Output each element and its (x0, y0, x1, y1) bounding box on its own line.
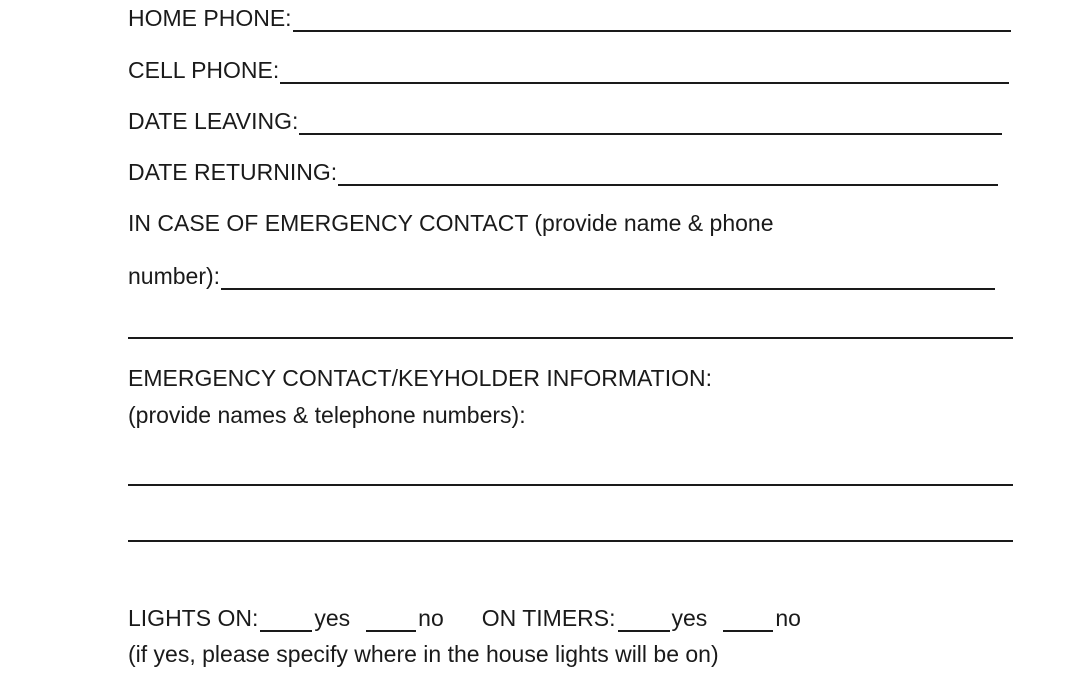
emergency-contact-label: IN CASE OF EMERGENCY CONTACT (provide name & phone (128, 210, 774, 236)
on-timers-label: ON TIMERS: (481, 605, 616, 631)
date-returning-label: DATE RETURNING: (128, 159, 338, 185)
keyholder-field-1[interactable] (128, 484, 1013, 486)
on-timers-no-label: no (775, 605, 801, 631)
keyholder-subheading: (provide names & telephone numbers): (128, 402, 526, 428)
keyholder-subheading-row (128, 401, 526, 429)
lights-on-yes-label: yes (314, 605, 351, 631)
lights-on-yes-blank[interactable] (260, 608, 312, 632)
home-phone-field[interactable] (293, 8, 1011, 32)
date-leaving-row (128, 107, 1002, 135)
emergency-contact-row-2 (128, 262, 995, 290)
lights-on-no-label: no (418, 605, 444, 631)
cell-phone-row (128, 56, 1009, 84)
on-timers-yes-label: yes (671, 605, 708, 631)
keyholder-heading-row (128, 364, 712, 392)
keyholder-heading: EMERGENCY CONTACT/KEYHOLDER INFORMATION: (128, 365, 712, 391)
lights-on-label: LIGHTS ON: (128, 605, 259, 631)
cell-phone-field[interactable] (280, 60, 1009, 84)
on-timers-no-blank[interactable] (723, 608, 773, 632)
date-returning-row (128, 158, 998, 186)
emergency-contact-field-extra[interactable] (128, 337, 1013, 339)
date-leaving-label: DATE LEAVING: (128, 108, 299, 134)
emergency-contact-field[interactable] (221, 266, 995, 290)
keyholder-field-2[interactable] (128, 540, 1013, 542)
on-timers-yes-blank[interactable] (618, 608, 670, 632)
date-returning-field[interactable] (338, 162, 998, 186)
home-phone-row (128, 4, 1011, 32)
date-leaving-field[interactable] (299, 111, 1002, 135)
emergency-contact-row-1 (128, 209, 773, 237)
lights-note-row (128, 640, 719, 668)
cell-phone-label: CELL PHONE: (128, 57, 280, 83)
lights-on-no-blank[interactable] (366, 608, 416, 632)
home-phone-label: HOME PHONE: (128, 5, 292, 31)
emergency-contact-label-cont: number): (128, 263, 221, 289)
lights-note: (if yes, please specify where in the house lights will be on) (128, 641, 719, 667)
lights-row (128, 604, 801, 632)
